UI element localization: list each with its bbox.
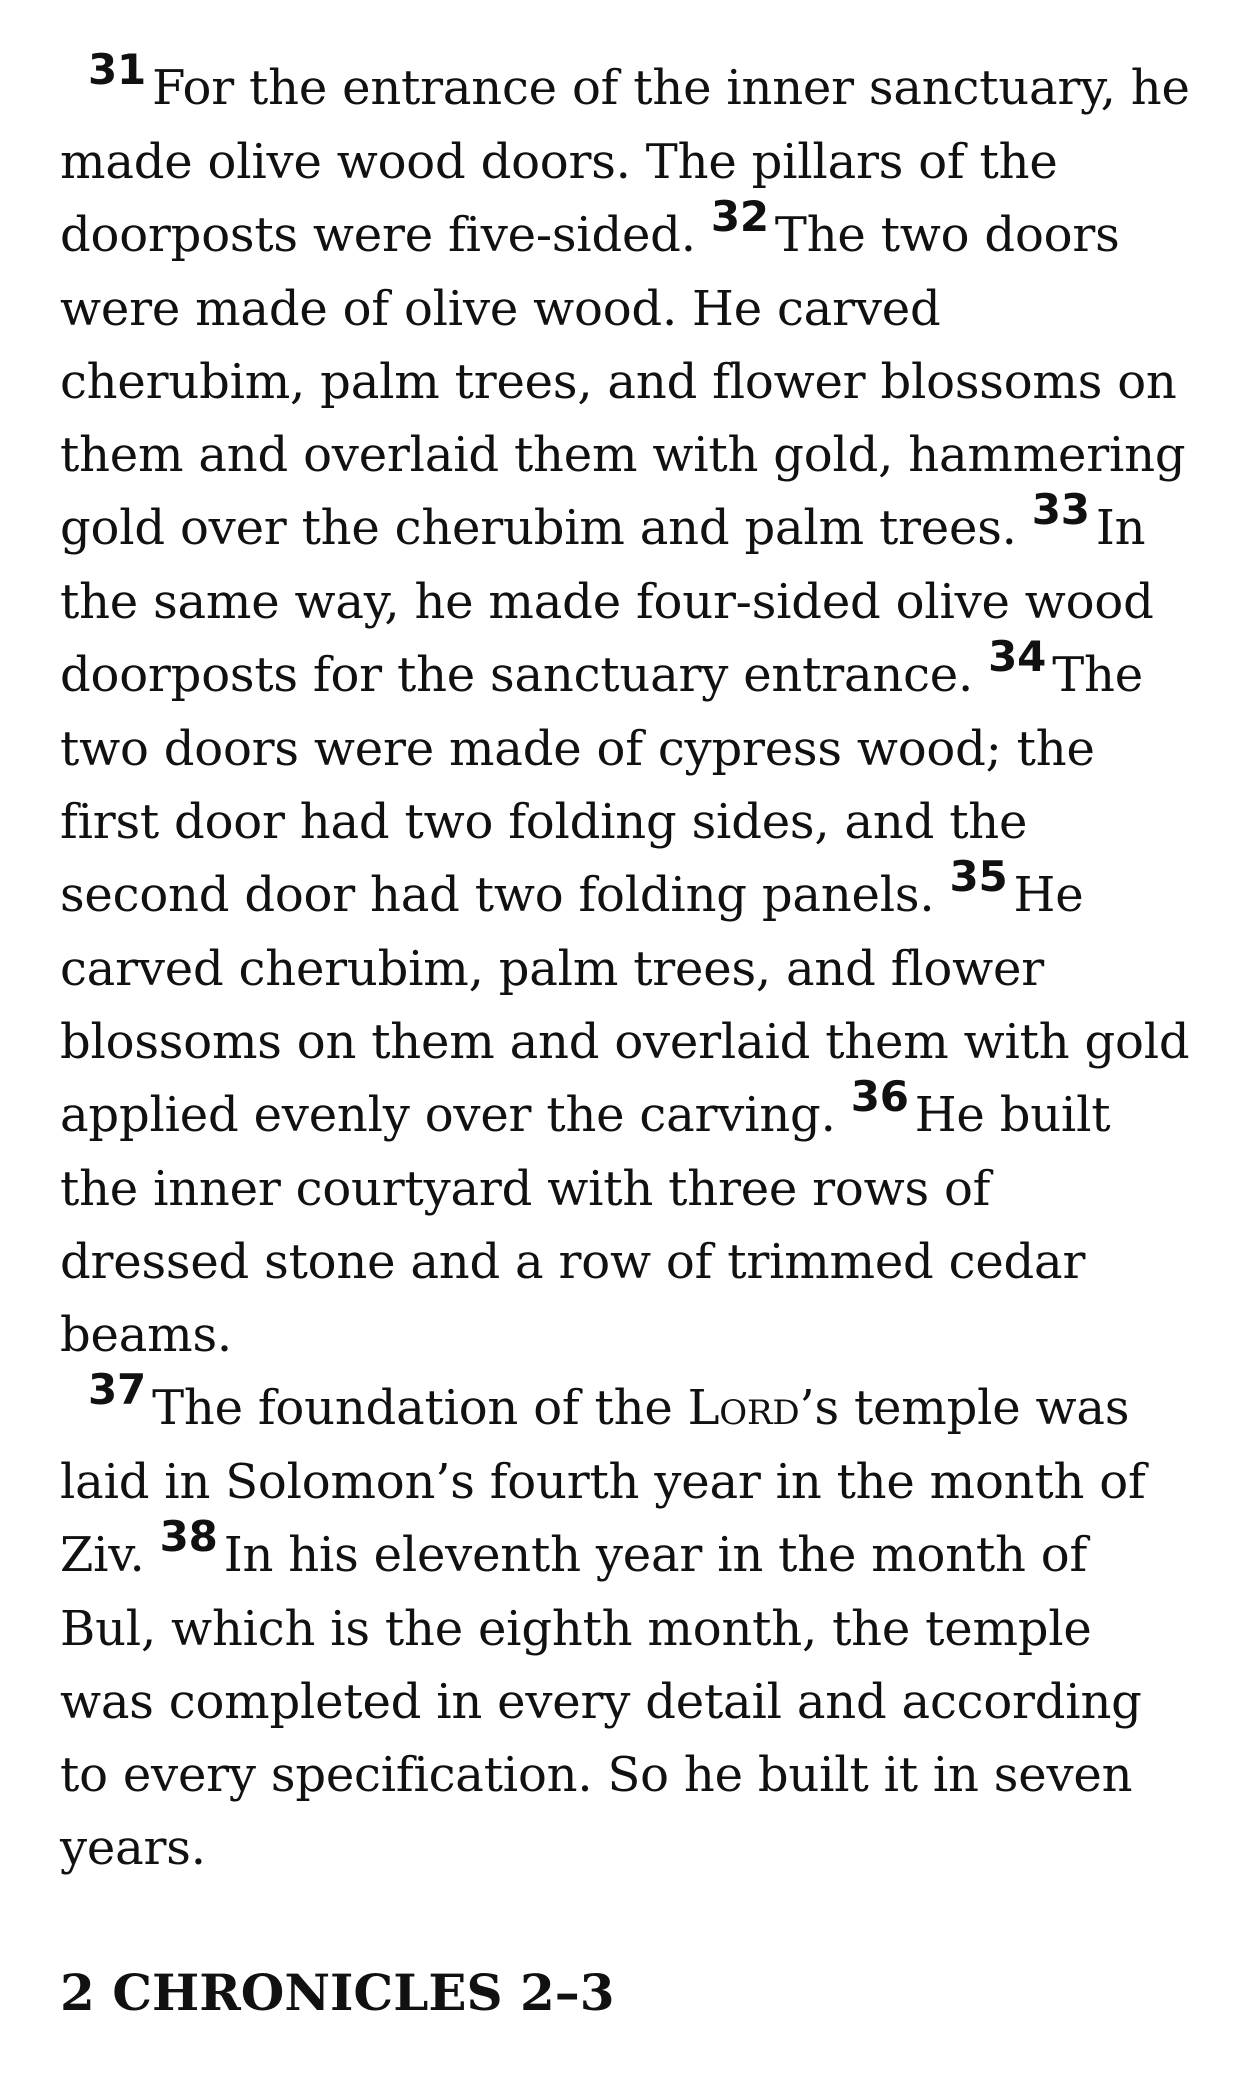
next-section-heading[interactable]: 2 CHRONICLES 2–3 <box>60 1963 615 2022</box>
verse-text-38: In his eleventh year in the month of Bul, which is the eighth month, the temple was completed in every detail and according to every specification. So he built it in seven years. <box>60 1527 1142 1876</box>
verse-text-36: He built the inner courtyard with three rows of dressed stone and a row of trimmed cedar beams. <box>60 1087 1111 1363</box>
verse-text-37-after: ’s temple was laid in Solomon’s fourth year in the month of Ziv. <box>60 1380 1146 1583</box>
verse-text-35: He carved cherubim, palm trees, and flower blossoms on them and overlaid them with gold applied evenly over the carving. <box>60 867 1190 1143</box>
verse-text-33: In the same way, he made four-sided olive wood doorposts for the sanctuary entrance. <box>60 500 1154 703</box>
divine-name: Lord <box>687 1380 800 1436</box>
verse-text-34: The two doors were made of cypress wood; the first door had two folding sides, and the second door had two folding panels. <box>60 647 1143 923</box>
verse-number-31: 31 <box>88 45 147 94</box>
reading-page <box>60 45 1190 2023</box>
verse-number-38: 38 <box>159 1512 218 1561</box>
verse-text-31: For the entrance of the inner sanctuary, he made olive wood doors. The pillars of the doorposts were five-sided. <box>60 60 1190 263</box>
verse-text-37-before: The foundation of the <box>152 1380 673 1436</box>
verse-text-32: The two doors were made of olive wood. He carved cherubim, palm trees, and flower blossoms on them and overlaid them with gold, hammering gold over the cherubim and palm trees. <box>60 207 1186 556</box>
verse-number-35: 35 <box>949 852 1008 901</box>
verse-number-36: 36 <box>850 1072 909 1121</box>
paragraph-1 <box>60 45 1190 1372</box>
verse-number-34: 34 <box>988 632 1047 681</box>
verse-number-32: 32 <box>710 192 769 241</box>
paragraph-2 <box>60 1365 1190 1885</box>
verse-number-37: 37 <box>88 1365 147 1414</box>
verse-number-33: 33 <box>1031 485 1090 534</box>
